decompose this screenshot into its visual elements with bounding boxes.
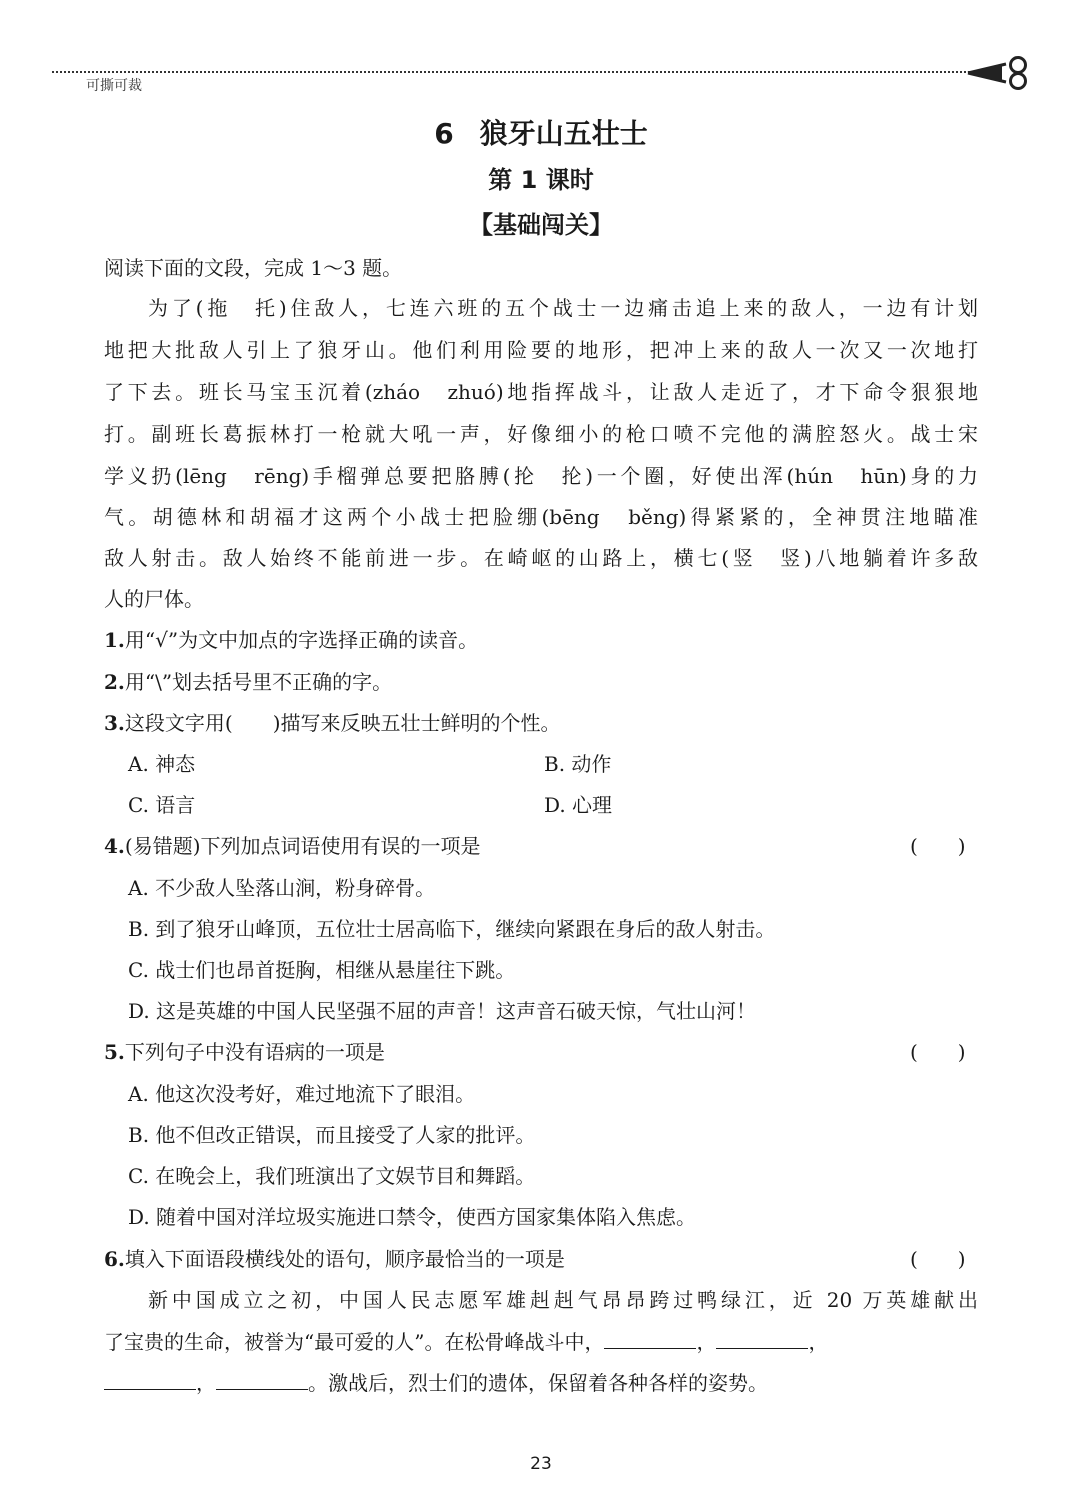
option-b[interactable]: B. 动作: [544, 752, 612, 776]
question-number: 4.: [104, 834, 125, 858]
q6-passage-line: 新中国成立之初，中国人民志愿军雄赳赳气昂昂跨过鸭绿江，近 20 万英雄献出: [148, 1288, 978, 1312]
fill-blank-1[interactable]: [604, 1328, 696, 1349]
passage-line: 了下去。班长马宝玉沉着(zháo zhuó)地指挥战斗，让敌人走近了，才下命令狠狠地: [104, 380, 978, 404]
question-2: [104, 668, 392, 696]
question-text: 用“√”为文中加点的字选择正确的读音。: [124, 628, 479, 652]
answer-parentheses[interactable]: ( ): [910, 834, 966, 858]
option-d[interactable]: D. 随着中国对洋垃圾实施进口禁令，使西方国家集体陷入焦虑。: [128, 1205, 697, 1229]
section-heading: 【基础闯关】: [469, 211, 613, 239]
question-4: [104, 832, 481, 860]
question-text: (易错题)下列加点词语使用有误的一项是: [124, 834, 481, 858]
option-a[interactable]: A. 神态: [128, 752, 196, 776]
question-text: 这段文字用( )描写来反映五壮士鲜明的个性。: [124, 711, 561, 735]
lesson-title: 狼牙山五壮士: [479, 117, 648, 150]
option-a[interactable]: A. 他这次没考好，难过地流下了眼泪。: [128, 1082, 476, 1106]
option-c[interactable]: C. 战士们也昂首挺胸，相继从悬崖往下跳。: [128, 958, 516, 982]
scissors-icon: [966, 56, 1036, 90]
lesson-number: 6: [434, 117, 454, 150]
cut-line: [52, 71, 970, 73]
question-3: [104, 709, 561, 737]
option-d[interactable]: D. 这是英雄的中国人民坚强不屈的声音！这声音石破天惊，气壮山河！: [128, 999, 757, 1023]
question-6: [104, 1245, 565, 1273]
question-number: 5.: [104, 1040, 125, 1064]
q6-passage-text: 了宝贵的生命，被誉为“最可爱的人”。在松骨峰战斗中，: [104, 1330, 605, 1354]
q6-passage-line: ， 。激战后，烈士们的遗体，保留着各种各样的姿势。: [104, 1369, 768, 1397]
option-b[interactable]: B. 他不但改正错误，而且接受了人家的批评。: [128, 1123, 536, 1147]
question-1: [104, 626, 478, 654]
fill-blank-3[interactable]: [104, 1369, 196, 1390]
page-title: [0, 112, 1082, 152]
lesson-period: 第 1 课时: [488, 166, 594, 194]
passage-line: 为了(拖 托)住敌人，七连六班的五个战士一边痛击追上来的敌人，一边有计划: [148, 296, 978, 320]
passage-line: 气。胡德林和胡福才这两个小战士把脸绷(bēng běng)得紧紧的，全神贯注地瞄准: [104, 505, 978, 529]
question-text: 用“\”划去括号里不正确的字。: [124, 670, 393, 694]
question-5: [104, 1038, 385, 1066]
passage-line: 地把大批敌人引上了狼牙山。他们利用险要的地形，把冲上来的敌人一次又一次地打: [104, 338, 978, 362]
q6-passage-text: 。激战后，烈士们的遗体，保留着各种各样的姿势。: [308, 1371, 768, 1395]
q6-passage-line: 了宝贵的生命，被誉为“最可爱的人”。在松骨峰战斗中， ， ，: [104, 1330, 829, 1354]
tear-note: 可撕可裁: [86, 78, 142, 94]
option-c[interactable]: C. 在晚会上，我们班演出了文娱节目和舞蹈。: [128, 1164, 536, 1188]
passage-line: 打。副班长葛振林打一枪就大吼一声，好像细小的枪口喷不完他的满腔怒火。战士宋: [104, 422, 978, 446]
option-c[interactable]: C. 语言: [128, 793, 196, 817]
question-number: 1.: [104, 628, 125, 652]
passage-line: 学义扔(lēng rēng)手榴弹总要把胳膊(抡 抡)一个圈，好使出浑(hún hūn)身的力: [104, 464, 978, 488]
instruction: 阅读下面的文段，完成 1～3 题。: [104, 256, 403, 280]
passage-line: 敌人射击。敌人始终不能前进一步。在崎岖的山路上，横七(竖 竖)八地躺着许多敌: [104, 546, 978, 570]
answer-parentheses[interactable]: ( ): [910, 1040, 966, 1064]
question-text: 填入下面语段横线处的语句，顺序最恰当的一项是: [124, 1247, 565, 1271]
option-b[interactable]: B. 到了狼牙山峰顶，五位壮士居高临下，继续向紧跟在身后的敌人射击。: [128, 917, 776, 941]
fill-blank-2[interactable]: [716, 1328, 808, 1349]
option-a[interactable]: A. 不少敌人坠落山涧，粉身碎骨。: [128, 876, 436, 900]
question-number: 2.: [104, 670, 125, 694]
fill-blank-4[interactable]: [216, 1369, 308, 1390]
option-d[interactable]: D. 心理: [544, 793, 613, 817]
question-number: 6.: [104, 1247, 125, 1271]
question-number: 3.: [104, 711, 125, 735]
answer-parentheses[interactable]: ( ): [910, 1247, 966, 1271]
question-text: 下列句子中没有语病的一项是: [124, 1040, 385, 1064]
passage-line: 人的尸体。: [104, 587, 204, 611]
page-number: 23: [530, 1454, 552, 1474]
